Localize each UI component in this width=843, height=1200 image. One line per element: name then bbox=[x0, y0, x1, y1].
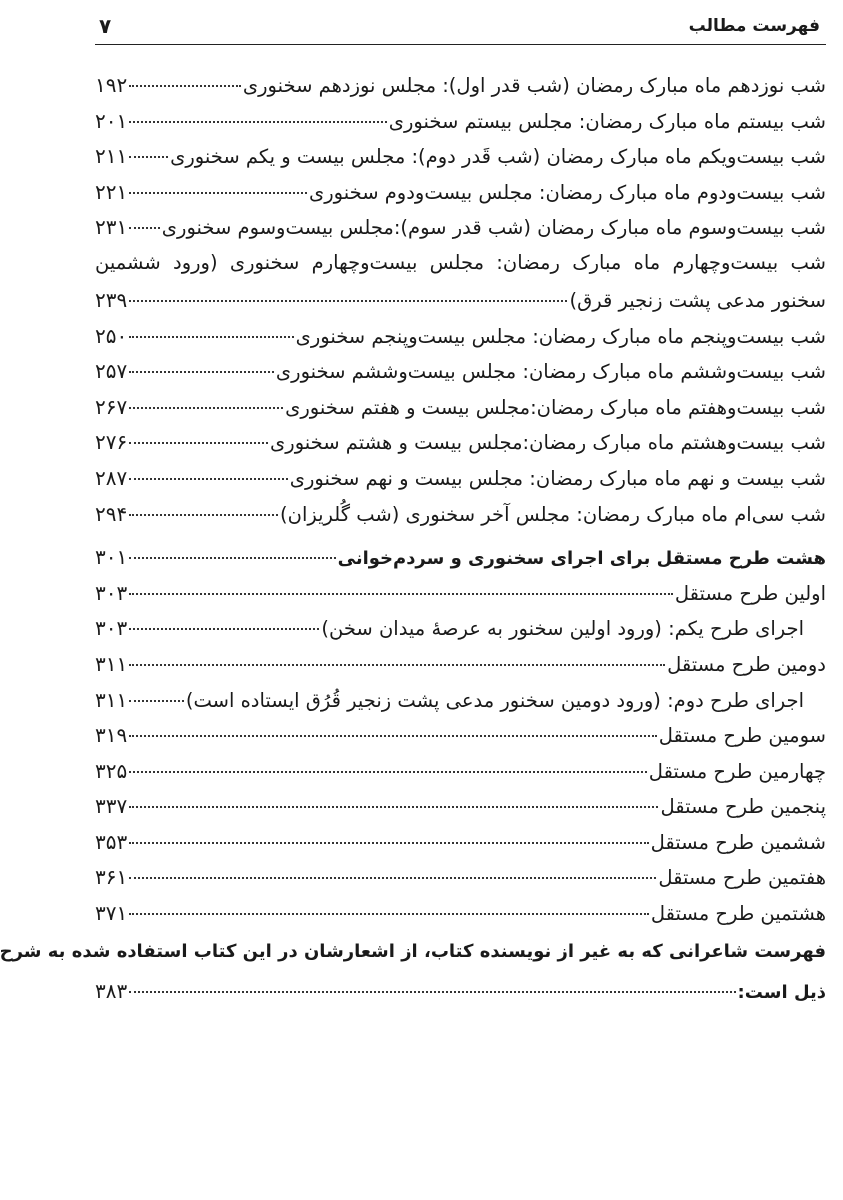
toc-entry-title: شب بیست‌وسوم ماه مبارک رمضان (شب قدر سوم):مجلس بیست‌وسوم سخنوری bbox=[161, 216, 826, 240]
toc-entry bbox=[95, 73, 826, 109]
dot-leader bbox=[129, 121, 386, 123]
toc-entry-page: ۳۷۱ bbox=[95, 901, 128, 926]
toc-entry-title: شب بیست‌وهفتم ماه مبارک رمضان:مجلس بیست و هفتم سخنوری bbox=[285, 395, 826, 419]
toc-entry-page: ۲۳۹ bbox=[95, 287, 128, 312]
toc-entry-title: اجرای طرح دوم: (ورود دومین سخنور مدعی پشت زنجیر قُرُق ایستاده است) bbox=[185, 688, 804, 712]
toc-entry-title: سومین طرح مستقل bbox=[658, 724, 826, 748]
dot-leader bbox=[129, 806, 658, 808]
toc-entry-title: شب سی‌ام ماه مبارک رمضان: مجلس آخر سخنوری (شب گُلریزان) bbox=[280, 502, 826, 526]
toc-entry-page: ۲۹۴ bbox=[95, 501, 128, 526]
toc-entry-page: ۲۰۱ bbox=[95, 108, 128, 133]
dot-leader bbox=[129, 913, 649, 915]
toc-entry-title: ذیل است: bbox=[737, 981, 826, 1003]
dot-leader bbox=[129, 735, 657, 737]
toc-entry-page: ۲۱۱ bbox=[95, 144, 128, 169]
toc-entry bbox=[95, 430, 826, 466]
dot-leader bbox=[129, 336, 293, 338]
toc-entry-page: ۲۷۶ bbox=[95, 430, 128, 455]
toc-entry bbox=[95, 395, 826, 431]
dot-leader bbox=[129, 478, 288, 480]
dot-leader bbox=[129, 192, 307, 194]
toc-entry bbox=[95, 324, 826, 360]
toc-entry bbox=[95, 502, 826, 538]
dot-leader bbox=[129, 593, 673, 595]
toc-entry-title: شب بیست‌وششم ماه مبارک رمضان: مجلس بیست‌وششم سخنوری bbox=[275, 360, 826, 384]
dot-leader bbox=[129, 300, 567, 302]
toc-section-title: هشت طرح مستقل برای اجرای سخنوری و سردم‌خوانی bbox=[337, 548, 826, 570]
header-page-number: ۷ bbox=[99, 14, 112, 38]
toc-entry-title: هشتمین طرح مستقل bbox=[650, 902, 826, 926]
dot-leader bbox=[129, 557, 335, 559]
toc-entry-page: ۲۳۱ bbox=[95, 215, 128, 240]
toc-entry-page: ۱۹۲ bbox=[95, 73, 128, 97]
dot-leader bbox=[129, 877, 656, 879]
toc-entry-page: ۳۱۱ bbox=[95, 651, 128, 676]
toc-entry-title: شب بیست‌ودوم ماه مبارک رمضان: مجلس بیست‌ودوم سخنوری bbox=[308, 180, 826, 204]
toc-entry-page: ۳۰۳ bbox=[95, 616, 128, 641]
dot-leader bbox=[129, 227, 160, 229]
toc-entry bbox=[95, 180, 826, 216]
toc-entry bbox=[95, 652, 826, 688]
toc-subentry bbox=[95, 616, 826, 652]
toc-entry-title: شب بیستم ماه مبارک رمضان: مجلس بیستم سخنوری bbox=[388, 109, 826, 133]
toc-entry-title: دومین طرح مستقل bbox=[667, 652, 826, 676]
toc-entry-page: ۲۵۰ bbox=[95, 323, 128, 348]
dot-leader bbox=[129, 514, 278, 516]
toc-entry-page: ۳۰۱ bbox=[95, 545, 128, 570]
toc-entry bbox=[95, 830, 826, 866]
dot-leader bbox=[129, 85, 241, 87]
toc-entry-title: شب بیست‌وپنجم ماه مبارک رمضان: مجلس بیست‌وپنجم سخنوری bbox=[295, 324, 826, 348]
toc-entry-title: ششمین طرح مستقل bbox=[650, 830, 826, 854]
toc-entry bbox=[95, 359, 826, 395]
toc-entry-title: سخنور مدعی پشت زنجیر قرق) bbox=[569, 288, 826, 312]
dot-leader bbox=[129, 156, 168, 158]
toc-entry-page: ۳۵۳ bbox=[95, 829, 128, 854]
toc-entry-title: پنجمین طرح مستقل bbox=[660, 795, 826, 819]
toc-section-heading bbox=[95, 545, 826, 581]
toc-entry-title: شب بیست‌ویکم ماه مبارک رمضان (شب قَدر دوم): مجلس بیست و یکم سخنوری bbox=[170, 145, 826, 169]
toc-entry-page: ۳۱۱ bbox=[95, 687, 128, 712]
dot-leader bbox=[129, 842, 648, 844]
toc-entry-page: ۳۶۱ bbox=[95, 865, 128, 890]
toc-entry-page: ۲۶۷ bbox=[95, 394, 128, 419]
toc-entry bbox=[95, 288, 826, 324]
toc-entry bbox=[95, 215, 826, 251]
toc-entry-page: ۳۰۳ bbox=[95, 580, 128, 605]
toc-entry-page: ۳۱۹ bbox=[95, 723, 128, 748]
toc-entry bbox=[95, 723, 826, 759]
dot-leader bbox=[129, 442, 268, 444]
toc-final-heading-line: فهرست شاعرانی که به غیر از نویسنده کتاب، از اشعارشان در این کتاب استفاده شده به شرح bbox=[0, 940, 826, 962]
toc-entry-page: ۳۲۵ bbox=[95, 758, 128, 783]
toc-entry-title: چهارمین طرح مستقل bbox=[648, 759, 826, 783]
toc-entry-wrapped-line: شب بیست‌وچهارم ماه مبارک رمضان: مجلس بیست‌وچهارم سخنوری (ورود ششمین bbox=[95, 250, 826, 274]
toc-entry bbox=[95, 759, 826, 795]
toc-entry-title: شب بیست‌وهشتم ماه مبارک رمضان:مجلس بیست و هشتم سخنوری bbox=[270, 431, 826, 455]
running-header bbox=[95, 0, 826, 45]
dot-leader bbox=[129, 407, 283, 409]
header-title: فهرست مطالب bbox=[688, 16, 820, 36]
table-of-contents bbox=[0, 73, 826, 1014]
toc-entry-page: ۳۸۳ bbox=[95, 978, 128, 1003]
toc-entry bbox=[95, 794, 826, 830]
dot-leader bbox=[129, 628, 319, 630]
toc-entry-title: شب بیست و نهم ماه مبارک رمضان: مجلس بیست و نهم سخنوری bbox=[289, 466, 826, 490]
toc-entry-title: شب نوزدهم ماه مبارک رمضان (شب قدر اول): مجلس نوزدهم سخنوری bbox=[242, 74, 826, 97]
toc-entry-title: اولین طرح مستقل bbox=[674, 581, 826, 605]
dot-leader bbox=[129, 371, 274, 373]
toc-final-entry bbox=[95, 979, 826, 1015]
toc-entry bbox=[95, 865, 826, 901]
toc-entry-page: ۲۲۱ bbox=[95, 179, 128, 204]
toc-subentry bbox=[95, 688, 826, 724]
dot-leader bbox=[129, 771, 647, 773]
toc-entry bbox=[95, 581, 826, 617]
dot-leader bbox=[129, 991, 735, 993]
toc-entry bbox=[95, 901, 826, 937]
toc-entry-page: ۲۵۷ bbox=[95, 359, 128, 384]
toc-entry-title: هفتمین طرح مستقل bbox=[658, 866, 826, 890]
dot-leader bbox=[129, 664, 665, 666]
toc-entry bbox=[95, 144, 826, 180]
toc-entry-page: ۳۳۷ bbox=[95, 794, 128, 819]
dot-leader bbox=[129, 700, 184, 702]
toc-entry-title: اجرای طرح یکم: (ورود اولین سخنور به عرصهٔ میدان سخن) bbox=[321, 617, 804, 641]
toc-entry bbox=[95, 109, 826, 145]
toc-entry bbox=[95, 466, 826, 502]
toc-entry-page: ۲۸۷ bbox=[95, 465, 128, 490]
